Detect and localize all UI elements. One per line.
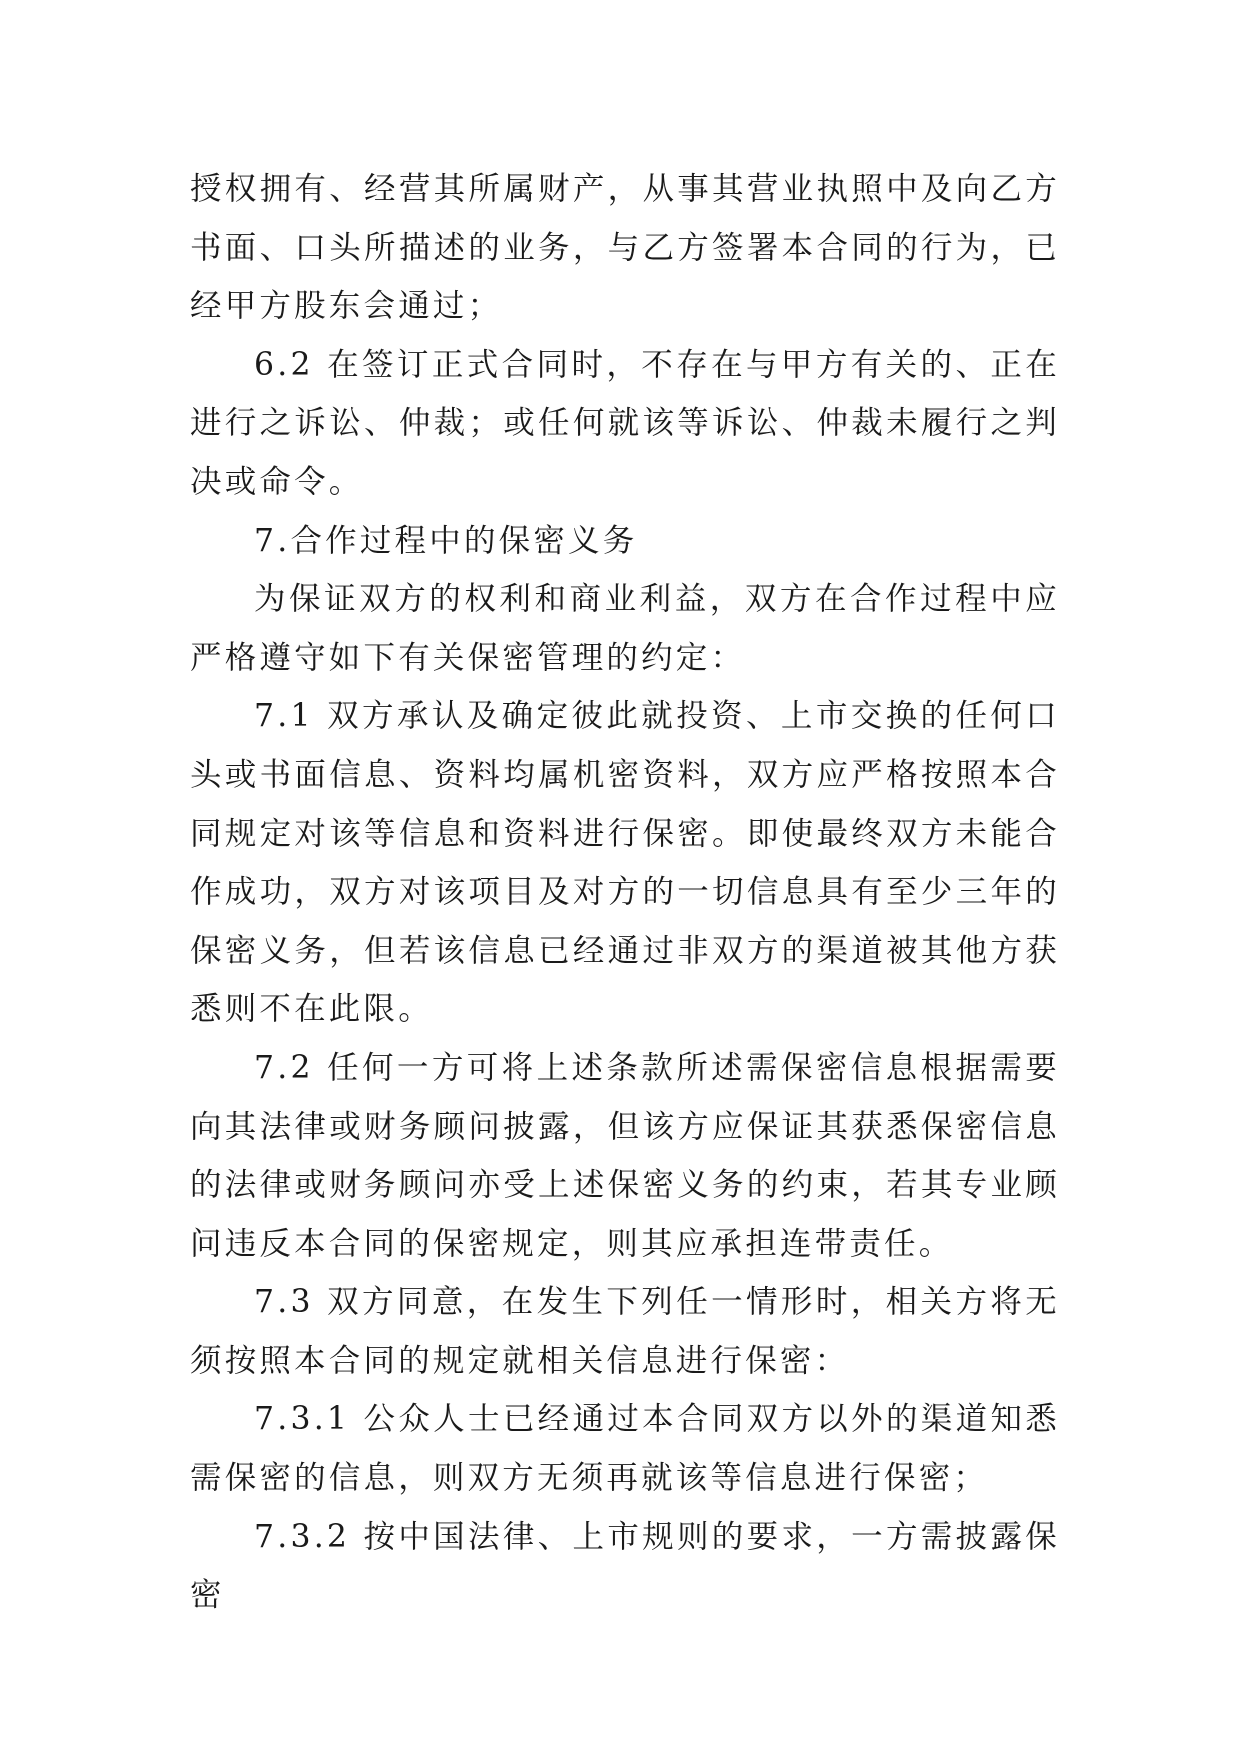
paragraph-6-2: 6.2 在签订正式合同时，不存在与甲方有关的、正在进行之诉讼、仲裁；或任何就该等诉讼、仲裁未履行之判决或命令。 — [190, 346, 1060, 500]
paragraph-7-3-2: 7.3.2 按中国法律、上市规则的要求，一方需披露保密 — [190, 1518, 1060, 1614]
paragraph-7-3: 7.3 双方同意，在发生下列任一情形时，相关方将无须按照本合同的规定就相关信息进行保密： — [190, 1284, 1060, 1379]
document-body — [190, 160, 1060, 1625]
paragraph-authorization: 授权拥有、经营其所属财产，从事其营业执照中及向乙方书面、口头所描述的业务，与乙方签署本合同的行为，已经甲方股东会通过； — [190, 171, 1060, 325]
paragraph-7-2: 7.2 任何一方可将上述条款所述需保密信息根据需要向其法律或财务顾问披露，但该方应保证其获悉保密信息的法律或财务顾问亦受上述保密义务的约束，若其专业顾问违反本合同的保密规定，则其应承担连带责任。 — [190, 1049, 1060, 1262]
paragraph-7-1: 7.1 双方承认及确定彼此就投资、上市交换的任何口头或书面信息、资料均属机密资料，双方应严格按照本合同规定对该等信息和资料进行保密。即使最终双方未能合作成功，双方对该项目及对方的一切信息具有至少三年的保密义务，但若该信息已经通过非双方的渠道被其他方获悉则不在此限。 — [190, 698, 1060, 1028]
section-heading-7: 7.合作过程中的保密义务 — [254, 522, 638, 559]
paragraph-7-intro: 为保证双方的权利和商业利益，双方在合作过程中应严格遵守如下有关保密管理的约定： — [190, 581, 1060, 676]
paragraph-7-3-1: 7.3.1 公众人士已经通过本合同双方以外的渠道知悉需保密的信息，则双方无须再就该等信息进行保密； — [190, 1401, 1060, 1497]
